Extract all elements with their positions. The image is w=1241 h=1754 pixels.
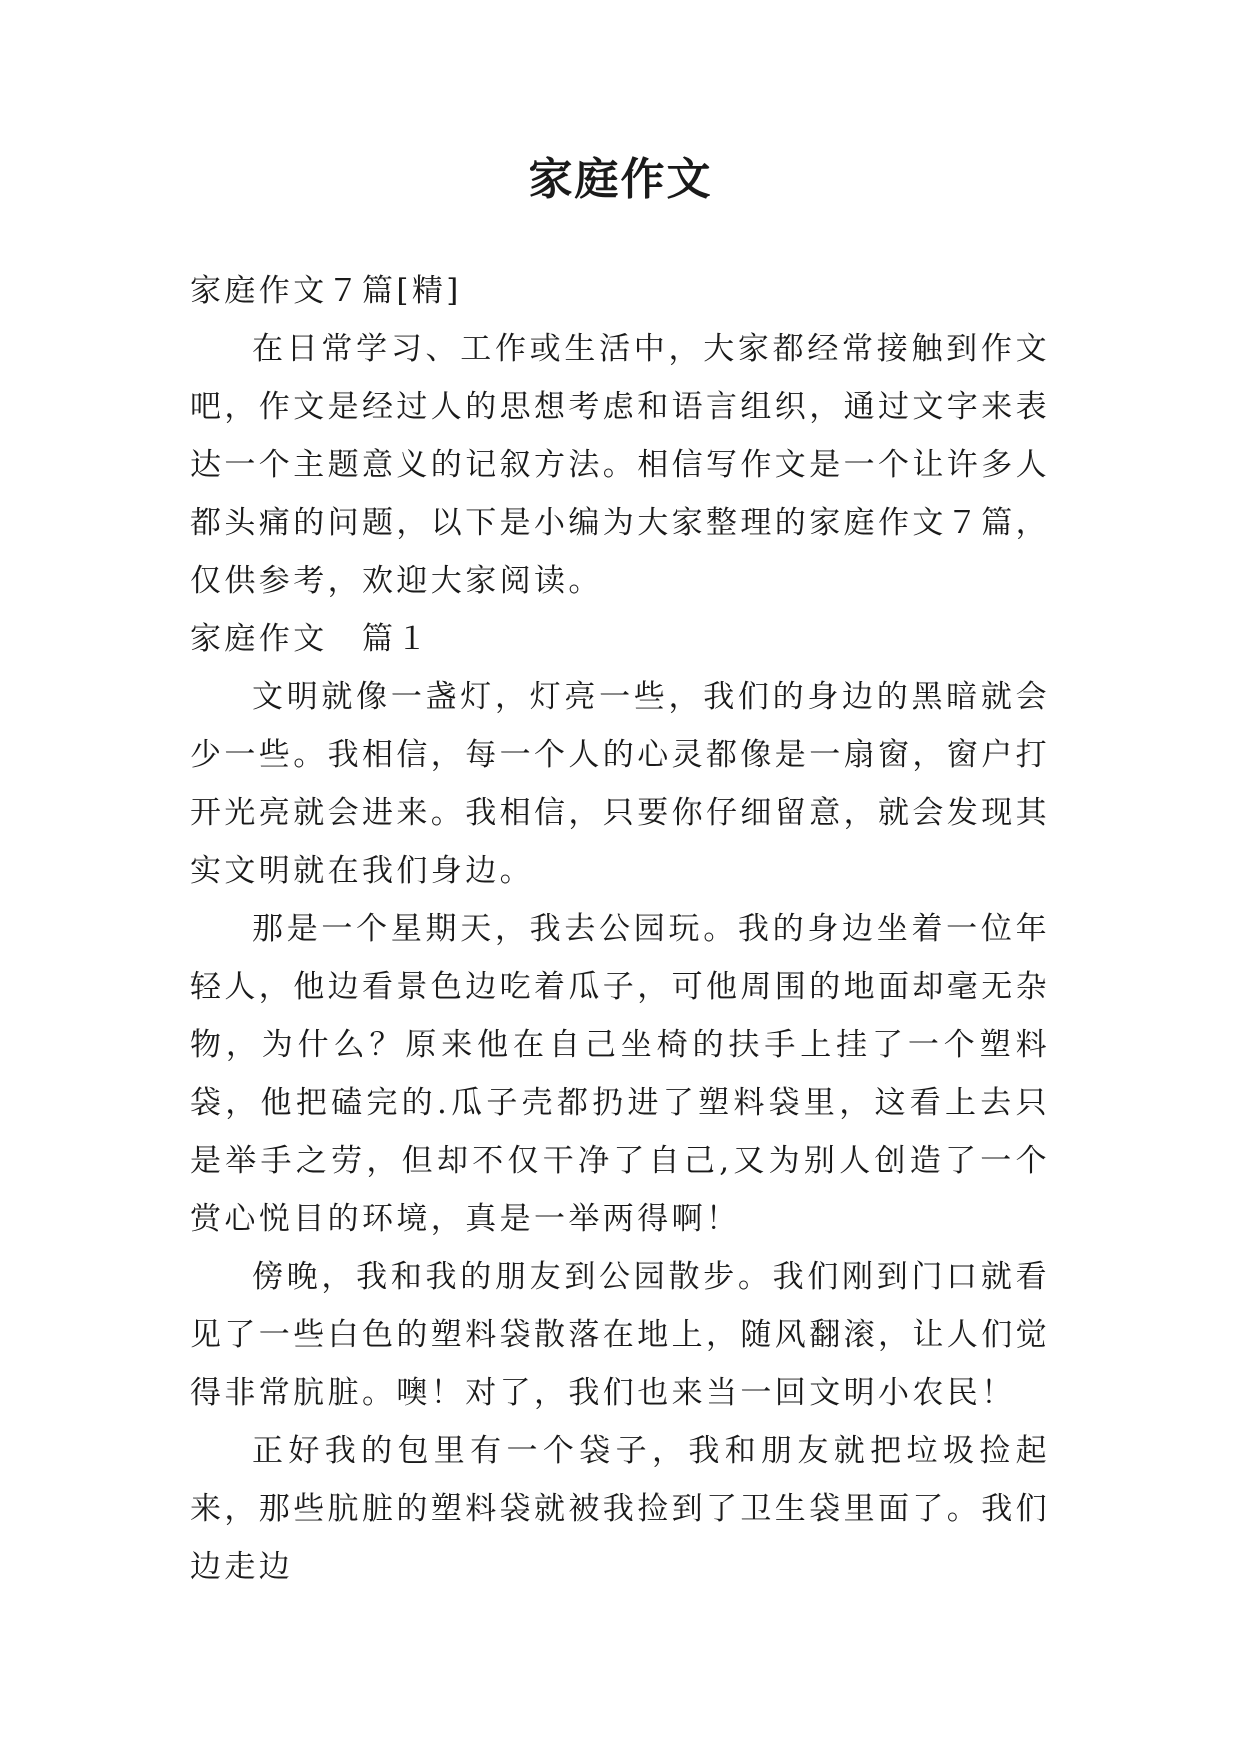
document-body xyxy=(190,262,1050,1596)
document-subtitle: 家庭作文７篇[精] xyxy=(190,273,462,309)
body-paragraph: 正好我的包里有一个袋子，我和朋友就把垃圾捡起来，那些肮脏的塑料袋就被我捡到了卫生袋里面了。我们边走边 xyxy=(190,1433,1050,1585)
section-heading: 家庭作文 篇１ xyxy=(190,621,431,657)
body-paragraph: 文明就像一盏灯，灯亮一些，我们的身边的黑暗就会少一些。我相信，每一个人的心灵都像是一扇窗，窗户打开光亮就会进来。我相信，只要你仔细留意，就会发现其实文明就在我们身边。 xyxy=(190,679,1050,889)
document-title: 家庭作文 xyxy=(528,154,713,205)
body-paragraph: 那是一个星期天，我去公园玩。我的身边坐着一位年轻人，他边看景色边吃着瓜子，可他周围的地面却毫无杂物，为什么？原来他在自己坐椅的扶手上挂了一个塑料袋，他把磕完的.瓜子壳都扔进了塑料袋里，这看上去只是举手之劳，但却不仅干净了自己,又为别人创造了一个赏心悦目的环境，真是一举两得啊！ xyxy=(190,911,1050,1237)
body-paragraph: 傍晚，我和我的朋友到公园散步。我们刚到门口就看见了一些白色的塑料袋散落在地上，随风翻滚，让人们觉得非常肮脏。噢！对了，我们也来当一回文明小农民！ xyxy=(190,1259,1050,1411)
intro-paragraph: 在日常学习、工作或生活中，大家都经常接触到作文吧，作文是经过人的思想考虑和语言组织，通过文字来表达一个主题意义的记叙方法。相信写作文是一个让许多人都头痛的问题，以下是小编为大家整理的家庭作文７篇，仅供参考，欢迎大家阅读。 xyxy=(190,331,1050,599)
